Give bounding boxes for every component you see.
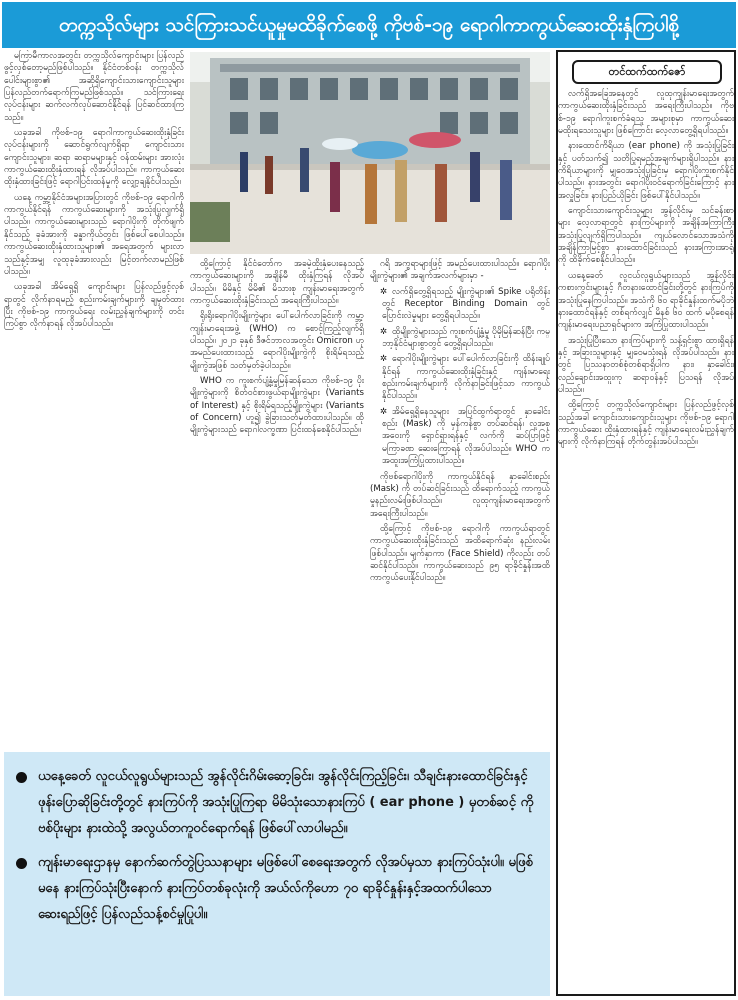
campus-photo — [190, 52, 550, 254]
paragraph: ယခုအခါ အိမ်ရှေ့ရှိ ကျောင်းများ ပြန်လည်ဖွင့်လှစ်ရာတွင် လိုက်နာရမည့် စည်းကမ်းချက်များကို ချမှတ်ထားပြီး ကိုဗစ်-၁၉ ကာကွယ်ရေး လမ်းညွှန်ချက်များကို တင်းကြပ်စွာ လိုက်နာရန် လိုအပ်ပါသည်။ — [4, 282, 184, 330]
paragraph: နားထောင်ကိရိယာ (ear phone) ကို အသုံးပြုခြင်းနှင့် ပတ်သက်၍ သတိပြုရမည့်အချက်များရှိပါသည်။ နားကိရိယာများကို မျှဝေအသုံးပြုခြင်းမှ ရောဂါပိုးကူးစက်နိုင်ပါသည်။ နားအတွင်း ရောဂါပိုးဝင်ရောက်ခြင်းကြောင့် နားအလှူခြင်း၊ နားပြည်ယိုခြင်း ဖြစ်ပေါ်နိုင်ပါသည်။ — [558, 141, 734, 201]
callout-item — [14, 764, 536, 842]
paragraph: ကျောင်းသားကျောင်းသူများ အွန်လိုင်းမှ သင်ခန်းစာများ လေ့လာရာတွင် နားကြပ်များကို အချိန်အကြာကြီး အသုံးပြုလျက်ရှိကြပါသည်။ ကျယ်လောင်သောအသံကို အချိန်ကြာမြင့်စွာ နားထောင်ခြင်းသည် နားအကြားအာရုံကို ထိခိုက်စေနိုင်ပါသည်။ — [558, 206, 734, 266]
article-column-2 — [190, 258, 364, 748]
star-icon: ✲ — [380, 286, 388, 297]
paragraph: ကိုဗစ်ရောဂါပိုးကို ကာကွယ်နိုင်ရန် နှာခေါင်းစည်း (Mask) ကို တပ်ဆင်ခြင်းသည် ထိရောက်သည့် ကာကွယ်မှုနည်းလမ်းဖြစ်ပါသည်။ လူထုကျန်းမာရေးအတွက် အရေးကြီးပါသည်။ — [370, 471, 550, 519]
health-advice-callout — [4, 752, 550, 996]
paragraph: အသုံးပြုပြီးသော နားကြပ်များကို သန့်ရှင်းစွာ ထားရှိရန်နှင့် အခြားသူများနှင့် မျှဝေမသုံးရန် လိုအပ်ပါသည်။ နားတွင် ပြဿနာတစ်စုံတစ်ရာရှိပါက နား၊ နှာခေါင်း၊ လည်ချောင်းအထူးကု ဆရာဝန်နှင့် ပြသရန် လိုအပ်ပါသည်။ — [558, 335, 734, 395]
callout-text: ကျန်းမာရေးဌာနမှ နောက်ဆက်တွဲပြဿနာများ မဖြစ်ပေါ်စေရေးအတွက် လိုအပ်မှသာ နားကြပ်သုံးပါ။ မဖြစ်မနေ နားကြပ်သုံးပြီးနောက် နားကြပ်တစ်ခုလုံးကို အယ်လ်ကိုဟော ၇၀ ရာခိုင်နှုန်းနှင့်အထက်ပါသော ဆေးရည်ဖြင့် ပြန်လည်သန့်စင်မှုပြုပါ။ — [38, 855, 533, 922]
star-bullet-item — [370, 353, 550, 402]
paragraph: လက်ရှိအခြေအနေတွင် လူထုကျန်းမာရေးအတွက် ကာကွယ်ဆေးထိုးနှံခြင်းသည် အရေးကြီးပါသည်။ ကိုဗစ်-၁၉ ရောဂါကူးစက်ခံရသူ အများစုမှာ ကာကွယ်ဆေးမထိုးရသေးသူများ ဖြစ်ကြောင်း လေ့လာတွေ့ရှိရပါသည်။ — [558, 89, 734, 137]
bullet-text: လက်ရှိတွေ့ရှိရသည့် မျိုးကွဲများ၏ Spike ပရိုတိန်းတွင် Receptor Binding Domain တွင် ပြောင်းလဲမှုများ တွေ့ရှိရပါသည်။ — [382, 286, 550, 322]
article-column-1 — [4, 50, 184, 748]
paragraph: WHO က ကူးစက်ပျံ့နှံ့မှုမြန်ဆန်သော ကိုဗစ်-၁၉ ပိုးမျိုးကွဲများကို စိတ်ဝင်စားဖွယ်ရာမျိုးကွဲများ (Variants of Interest) နှင့် စိုးရိမ်ရသည့်မျိုးကွဲများ (Variants of Concern) ဟူ၍ ခွဲခြားသတ်မှတ်ထားပါသည်။ ထိုမျိုးကွဲများသည် ရောဂါလက္ခဏာ ပြင်းထန်စေနိုင်ပါသည်။ — [190, 376, 364, 436]
bullet-text: ထိုမျိုးကွဲများသည် ကူးစက်ပျံ့နှံ့မှု ပိုမိုမြန်ဆန်ပြီး ကမ္ဘာ့နိုင်ငံများစွာတွင် တွေ့ရှိရပါသည်။ — [382, 326, 550, 350]
paragraph: ထို့ကြောင့် ကိုဗစ်-၁၉ ရောဂါကို ကာကွယ်ရာတွင် ကာကွယ်ဆေးထိုးနှံခြင်းသည် အထိရောက်ဆုံး နည်းလမ်းဖြစ်ပါသည်။ မျက်နှာကာ (Face Shield) ကိုလည်း တပ်ဆင်နိုင်ပါသည်။ ကာကွယ်ဆေးသည် ၉၅ ရာခိုင်နှုန်းအထိ ကာကွယ်ပေးနိုင်ပါသည်။ — [370, 523, 550, 584]
star-bullet-item — [370, 406, 550, 468]
star-icon: ✲ — [380, 354, 388, 365]
callout-item — [14, 850, 536, 928]
star-bullet-item — [370, 286, 550, 323]
paragraph: ထို့ကြောင့် တက္ကသိုလ်ကျောင်းများ ပြန်လည်ဖွင့်လှစ်သည့်အခါ ကျောင်းသားကျောင်းသူများ ကိုဗစ်-၁၉ ရောဂါကာကွယ်ဆေး ထိုးနှံထားရန်နှင့် ကျန်းမာရေးလမ်းညွှန်ချက်များကို လိုက်နာကြရန် တိုက်တွန်းအပ်ပါသည်။ — [558, 400, 734, 448]
paragraph: ရိုးရိုးရောဂါပိုးမျိုးကွဲများ ပေါ်ပေါက်လာခြင်းကို ကမ္ဘာ့ကျန်းမာရေးအဖွဲ့ (WHO) က စောင့်ကြည့်လျက်ရှိပါသည်။ ၂၀၂၁ ခုနှစ် ဒီဇင်ဘာလအတွင်း Omicron ဟု အမည်ပေးထားသည့် ရောဂါပိုးမျိုးကွဲကို စိုးရိမ်ရသည့် မျိုးကွဲအဖြစ် သတ်မှတ်ခဲ့ပါသည်။ — [190, 311, 364, 371]
paragraph: ယနေ့ ကမ္ဘာ့နိုင်ငံအများအပြားတွင် ကိုဗစ်-၁၉ ရောဂါကို ကာကွယ်နိုင်ရန် ကာကွယ်ဆေးများကို အသုံးပြုလျက်ရှိပါသည်။ ကာကွယ်ဆေးများသည် ရောဂါပိုးကို တိုက်ဖျက်နိုင်သည့် ခုခံအားကို ခန္ဓာကိုယ်တွင်း ဖြစ်ပေါ်စေပါသည်။ ကာကွယ်ဆေးထိုးနှံထားသူများ၏ အရေအတွက် များလာသည်နှင့်အမျှ လူထုခုခံအားလည်း မြင့်တက်လာမည်ဖြစ်ပါသည်။ — [4, 192, 184, 277]
bullet-text: အိမ်ရှေ့ရှိနေသူများ အပြင်ထွက်ရာတွင် နှာခေါင်းစည်း (Mask) ကို မှန်ကန်စွာ တပ်ဆင်ရန်၊ လူအစုအဝေးကို ရှောင်ရှားရန်နှင့် လက်ကို ဆပ်ပြာဖြင့် မကြာခဏ ဆေးကြောရန် လိုအပ်ပါသည်။ WHO က အထူးအကြံပြုထားပါသည်။ — [382, 406, 550, 467]
campus-photo-illustration — [190, 52, 550, 254]
paragraph: ထို့ကြောင့် နိုင်ငံတော်က အခမဲ့ထိုးနှံပေးနေသည့် ကာကွယ်ဆေးများကို အချိန်မီ ထိုးနှံကြရန် လိုအပ်ပါသည်။ မိမိနှင့် မိမိ၏ မိသားစု ကျန်းမာရေးအတွက် ကာကွယ်ဆေးထိုးနှံခြင်းသည် အရေးကြီးပါသည်။ — [190, 259, 364, 307]
article-column-4 — [558, 88, 734, 993]
article-column-3 — [370, 258, 550, 748]
paragraph: ယနေ့ခေတ် လူငယ်လူရွယ်များသည် အွန်လိုင်းကစားကွင်းများနှင့် ဂီတနားထောင်ခြင်းတို့တွင် နားကြပ်ကို အသုံးပြုနေကြပါသည်။ အသံကို ၆၀ ရာခိုင်နှုန်းထက်မပိုဘဲ နားထောင်ရန်နှင့် တစ်ရက်လျှင် မိနစ် ၆၀ ထက် မပိုစေရန် ကျန်းမာရေးပညာရှင်များက အကြံပြုထားပါသည်။ — [558, 270, 734, 331]
paragraph: ယခုအခါ ကိုဗစ်-၁၉ ရောဂါကာကွယ်ဆေးထိုးနှံခြင်းလုပ်ငန်းများကို ဆောင်ရွက်လျက်ရှိရာ ကျောင်းသားကျောင်းသူများ၊ ဆရာ ဆရာမများနှင့် ဝန်ထမ်းများ အားလုံး ကာကွယ်ဆေးထိုးနှံထားရန် လိုအပ်ပါသည်။ ကာကွယ်ဆေးထိုးနှံထားခြင်းဖြင့် ရောဂါပြင်းထန်မှုကို လျှော့ချနိုင်ပါသည်။ — [4, 128, 184, 188]
headline: တက္ကသိုလ်များ သင်ကြားသင်ယူမှုမထိခိုက်စေဖို့ ကိုဗစ်-၁၉ ရောဂါကာကွယ်ဆေးထိုးနှံကြပါစို့ — [2, 2, 736, 48]
star-icon: ✲ — [380, 406, 388, 417]
bullet-dot-icon — [16, 858, 27, 869]
star-bullet-item — [370, 326, 550, 351]
author-byline: တင်ထက်ထက်ဇော် — [572, 60, 722, 84]
bullet-text: ရောဂါပိုးမျိုးကွဲများ ပေါ်ပေါက်လာခြင်းကို ထိန်းချုပ်နိုင်ရန် ကာကွယ်ဆေးထိုးနှံခြင်းနှင့် ကျန်းမာရေးစည်းကမ်းချက်များကို လိုက်နာခြင်းဖြင့်သာ ကာကွယ်နိုင်ပါသည်။ — [382, 354, 550, 402]
star-icon: ✲ — [380, 326, 388, 337]
callout-text: ယနေ့ခေတ် လူငယ်လူရွယ်များသည် အွန်လိုင်းဂိမ်းဆော့ခြင်း၊ အွန်လိုင်းကြည့်ခြင်း၊ သီချင်းနားထောင်ခြင်းနှင့် ဖုန်းပြောဆိုခြင်းတို့တွင် နားကြပ်ကို အသုံးပြုကြရာ မိမိသုံးသောနားကြပ် ( ear phone ) မှတစ်ဆင့် ကိုဗစ်ပိုးများ နားထဲသို့ အလွယ်တကူဝင်ရောက်ရန် ဖြစ်ပေါ်လာပါမည်။ — [38, 769, 534, 836]
paragraph: မကြာမီကာလအတွင်း တက္ကသိုလ်ကျောင်းများ ပြန်လည်ဖွင့်လှစ်တော့မည်ဖြစ်ပါသည်။ နိုင်ငံတစ်ဝန်း တက္ကသိုလ်ပေါင်းများစွာ၏ အဆိုရှိကျောင်းသားကျောင်းသူများ ပြန်လည်တက်ရောက်ကြမည်ဖြစ်သည်။ သင်ကြားရေးလုပ်ငန်းများ ဆက်လက်လုပ်ဆောင်နိုင်ရန် ပြင်ဆင်ထားကြသည်။ — [4, 51, 184, 123]
paragraph: ဂရိ အက္ခရာများဖြင့် အမည်ပေးထားပါသည်။ ရောဂါပိုးမျိုးကွဲများ၏ အချက်အလက်များမှာ - — [370, 259, 550, 282]
callout-list — [14, 764, 536, 928]
bullet-dot-icon — [16, 772, 27, 783]
